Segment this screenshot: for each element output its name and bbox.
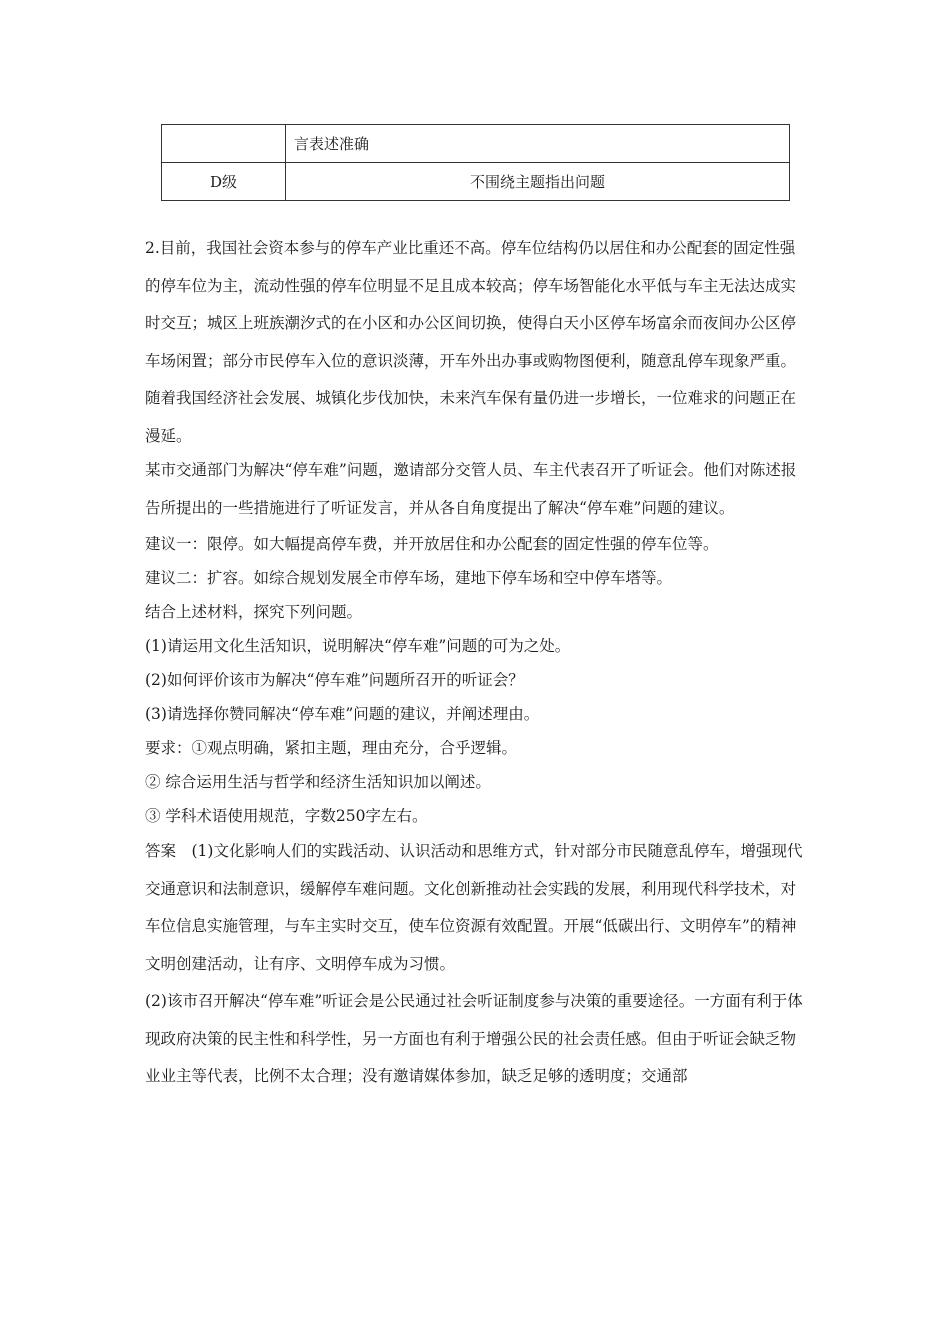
answer-part-2: (2)该市召开解决“停车难”听证会是公民通过社会听证制度参与决策的重要途径。一方面有利于体现政府决策的民主性和科学性，另一方面也有利于增强公民的社会责任感。但由于听证会缺乏物业业主等代表，比例不太合理；没有邀请媒体参加，缺乏足够的透明度；交通部 [145, 992, 803, 1085]
requirement-2: ② 综合运用生活与哲学和经济生活知识加以阐述。 [145, 773, 491, 791]
grading-table [161, 124, 790, 201]
requirement-1: 要求：①观点明确，紧扣主题，理由充分，合乎逻辑。 [145, 739, 518, 757]
suggestion-one: 建议一：限停。如大幅提高停车费，并开放居住和办公配套的固定性强的停车位等。 [145, 535, 719, 553]
grade-description-cell: 言表述准确 [286, 125, 790, 163]
grade-description-cell: 不围绕主题指出问题 [286, 163, 790, 201]
question-body [145, 230, 807, 1096]
sub-question-1: (1)请运用文化生活知识，说明解决“停车难”问题的可为之处。 [145, 637, 571, 655]
sub-question-3: (3)请选择你赞同解决“停车难”问题的建议，并阐述理由。 [145, 705, 540, 723]
sub-question-2: (2)如何评价该市为解决“停车难”问题所召开的听证会？ [145, 671, 524, 689]
suggestion-two: 建议二：扩容。如综合规划发展全市停车场，建地下停车场和空中停车塔等。 [145, 569, 673, 587]
requirement-3: ③ 学科术语使用规范，字数250字左右。 [145, 807, 428, 825]
grade-level-cell [162, 125, 286, 163]
table-row [162, 163, 790, 201]
question-prompt: 结合上述材料，探究下列问题。 [145, 603, 363, 621]
table-row [162, 125, 790, 163]
grade-level-cell: D级 [162, 163, 286, 201]
hearing-paragraph: 某市交通部门为解决“停车难”问题，邀请部分交管人员、车主代表召开了听证会。他们对陈述报告所提出的一些措施进行了听证发言，并从各自角度提出了解决“停车难”问题的建议。 [145, 461, 797, 517]
question-material: 2.目前，我国社会资本参与的停车产业比重还不高。停车位结构仍以居住和办公配套的固定性强的停车位为主，流动性强的停车位明显不足且成本较高；停车场智能化水平低与车主无法达成实时交互；城区上班族潮汐式的在小区和办公区间切换，使得白天小区停车场富余而夜间办公区停车场闲置；部分市民停车入位的意识淡薄，开车外出办事或购物图便利，随意乱停车现象严重。随着我国经济社会发展、城镇化步伐加快，未来汽车保有量仍进一步增长，一位难求的问题正在漫延。 [145, 239, 797, 445]
answer-part-1: 答案 (1)文化影响人们的实践活动、认识活动和思维方式，针对部分市民随意乱停车，增强现代交通意识和法制意识，缓解停车难问题。文化创新推动社会实践的发展，利用现代科学技术，对车位信息实施管理，与车主实时交互，使车位资源有效配置。开展“低碳出行、文明停车”的精神文明创建活动，让有序、文明停车成为习惯。 [145, 842, 803, 973]
